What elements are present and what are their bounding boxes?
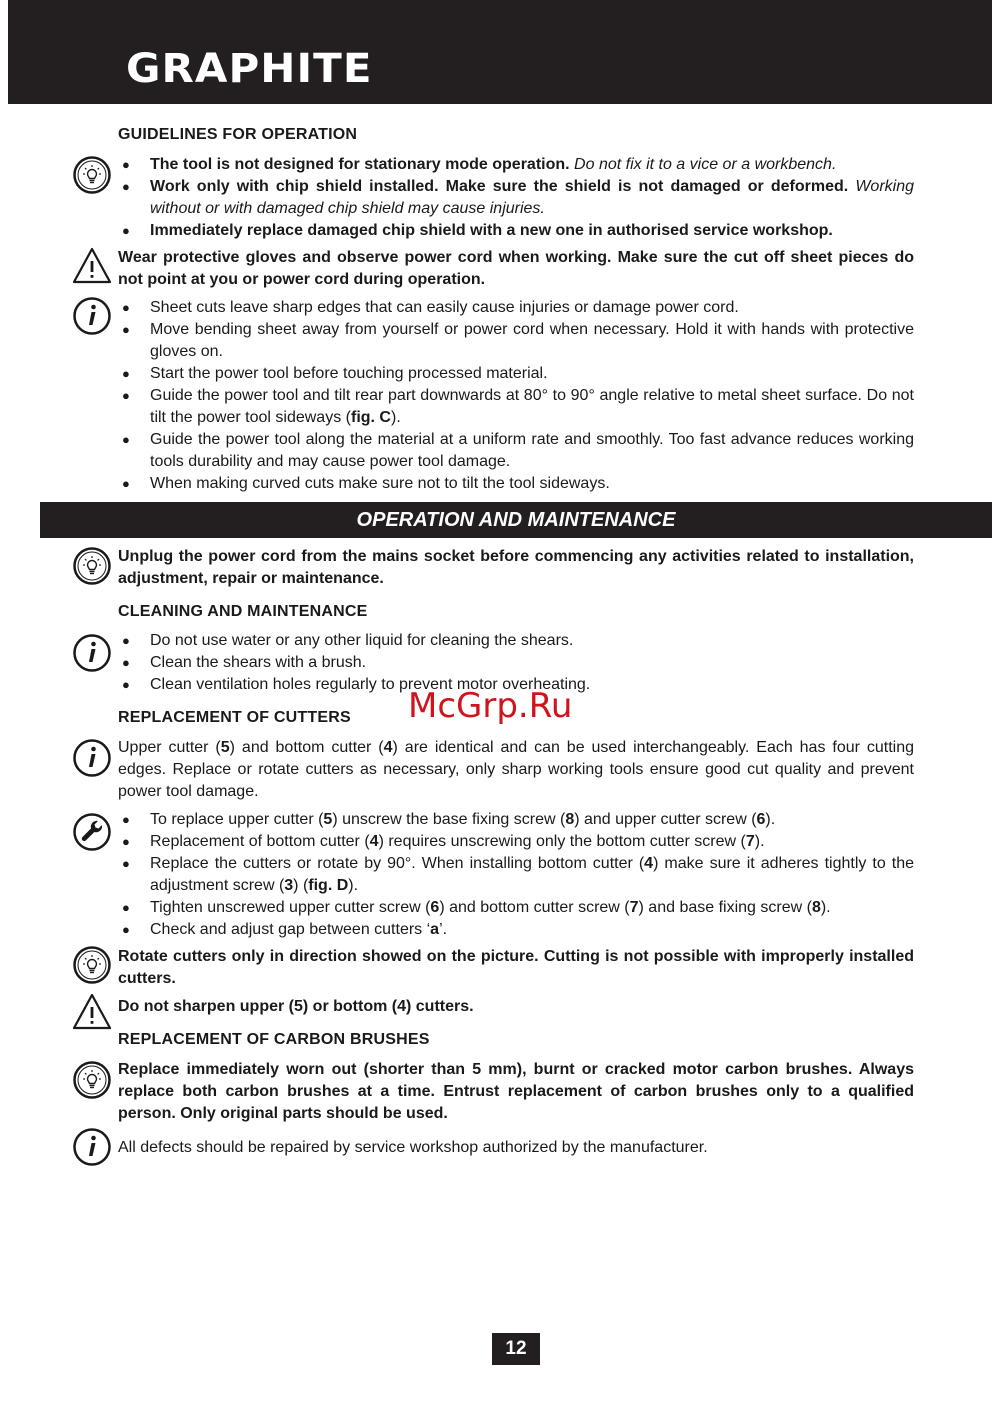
lightbulb-icon [72,945,112,985]
watermark-text: McGrp.Ru [408,686,573,726]
list-item: ● To replace upper cutter (5) unscrew the base fixing screw (8) and upper cutter screw (6). [118,809,914,831]
cleaning-heading: CLEANING AND MAINTENANCE [118,603,368,620]
list-item: ● Tighten unscrewed upper cutter screw (6) and bottom cutter screw (7) and base fixing screw (8). [118,897,914,919]
info-icon [72,633,112,673]
guidelines-info-list [118,297,914,495]
warning-icon [72,992,112,1032]
lightbulb-icon [72,155,112,195]
lightbulb-icon [72,546,112,586]
section-title-bar: OPERATION AND MAINTENANCE [40,502,992,538]
guidelines-bulb-list [118,154,914,242]
list-item: ● Replacement of bottom cutter (4) requires unscrewing only the bottom cutter screw (7). [118,831,914,853]
list-item: ● The tool is not designed for stationary mode operation. Do not fix it to a vice or a workbench. [118,154,914,176]
wrench-icon [72,812,112,852]
warning-icon [72,246,112,286]
info-icon [72,738,112,778]
rotate-cutters-note: Rotate cutters only in direction showed on the picture. Cutting is not possible with improperly installed cutters. [118,948,914,987]
list-item: ● Do not use water or any other liquid for cleaning the shears. [118,630,914,652]
header-bar [8,0,992,104]
brand-logo: GRAPHITE [126,46,373,92]
unplug-note: Unplug the power cord from the mains socket before commencing any activities related to installation, adjustment, repair or maintenance. [118,548,914,587]
cutters-intro: Upper cutter (5) and bottom cutter (4) are identical and can be used interchangeably. Each has four cutting edges. Replace or rotate cutters as necessary, only sharp working tools ensure good cut quality and prevent power tool damage. [118,739,915,800]
cutters-steps [118,809,914,941]
gloves-warning: Wear protective gloves and observe power cord when working. Make sure the cut off sheet pieces do not point at you or power cord during operation. [118,249,914,288]
list-item: ● Guide the power tool along the material at a uniform rate and smoothly. Too fast advance reduces working tools durability and may cause power tool damage. [118,429,914,473]
list-item: ● When making curved cuts make sure not to tilt the tool sideways. [118,473,914,495]
info-icon [72,296,112,336]
defects-note: All defects should be repaired by service workshop authorized by the manufacturer. [118,1139,708,1156]
list-item: ● Clean the shears with a brush. [118,652,914,674]
list-item: ● Move bending sheet away from yourself or power cord when necessary. Hold it with hands with protective gloves on. [118,319,914,363]
brushes-note: Replace immediately worn out (shorter than 5 mm), burnt or cracked motor carbon brushes. Always replace both carbon brushes at a time. Entrust replacement of carbon brushes only to a qualified person. Only original parts should be used. [118,1061,914,1122]
list-item: ● Clean ventilation holes regularly to prevent motor overheating. [118,674,914,696]
sharpen-warning: Do not sharpen upper (5) or bottom (4) cutters. [118,998,474,1015]
list-item: ● Work only with chip shield installed. Make sure the shield is not damaged or deformed. Working without or with damaged chip shield may cause injuries. [118,176,914,220]
cutters-heading: REPLACEMENT OF CUTTERS [118,709,351,726]
list-item: ● Immediately replace damaged chip shield with a new one in authorised service workshop. [118,220,914,242]
guidelines-heading: GUIDELINES FOR OPERATION [118,126,358,143]
list-item: ● Guide the power tool and tilt rear part downwards at 80° to 90° angle relative to metal sheet surface. Do not tilt the power tool sideways (fig. C). [118,385,914,429]
lightbulb-icon [72,1060,112,1100]
list-item: ● Check and adjust gap between cutters ‘a’. [118,919,914,941]
list-item: ● Replace the cutters or rotate by 90°. When installing bottom cutter (4) make sure it adheres tightly to the adjustment screw (3) (fig. D). [118,853,914,897]
info-icon [72,1127,112,1167]
list-item: ● Start the power tool before touching processed material. [118,363,914,385]
list-item: ● Sheet cuts leave sharp edges that can easily cause injuries or damage power cord. [118,297,914,319]
page-number: 12 [492,1333,540,1365]
brushes-heading: REPLACEMENT OF CARBON BRUSHES [118,1031,430,1048]
